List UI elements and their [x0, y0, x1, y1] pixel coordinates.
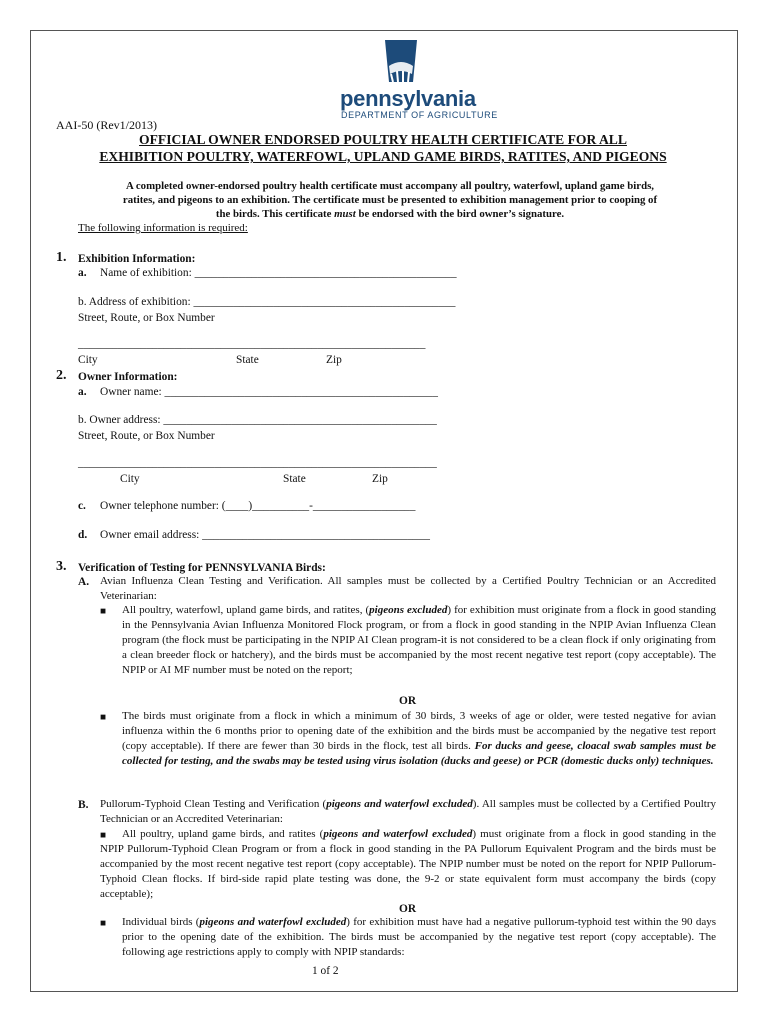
owner-name-field[interactable]: Owner name: ________________________________________________ [100, 386, 438, 398]
exhibition-address-field[interactable]: b. Address of exhibition: ______________________________________________ [78, 296, 456, 308]
section-1-number: 1. [56, 250, 67, 265]
section-3-heading: Verification of Testing for PENNSYLVANIA Birds: [78, 562, 326, 574]
keystone-logo-icon [383, 38, 419, 84]
exhibition-name-field[interactable]: Name of exhibition: ______________________________________________ [100, 267, 457, 279]
s2-city-line[interactable]: _______________________________________________________________ [78, 457, 437, 469]
s3-A-bullet-1: All poultry, waterfowl, upland game birds, and ratites, (pigeons excluded) for exhibition must originate from a flock in good standing in the Pennsylvania Avian Influenza Monitored Flock program, or from a flock in good standing in the NPIP Avian Influenza Clean program (the flock must be participating in the NPIP AI Clean program-it is not considered to be a clean flock if only originating from a clean breeder flock or hatchery), and the birds must be accompanied by the most recent negative test report (copy acceptable). The NPIP or AI MF number must be noted on the report; [122, 604, 716, 676]
s3-A-label: A. [78, 576, 90, 588]
bullet-icon: ■ [100, 830, 107, 841]
s1-state-label: State [236, 354, 259, 366]
section-2-heading: Owner Information: [78, 371, 178, 383]
s3-B-intro: Pullorum-Typhoid Clean Testing and Verification (pigeons and waterfowl excluded). All samples must be collected by a Certified Poultry Technician or an Accredited Veterinarian: [100, 798, 716, 825]
s1-street-label: Street, Route, or Box Number [78, 312, 215, 324]
bullet-icon: ■ [100, 712, 107, 723]
s1-a-label: a. [78, 267, 87, 279]
s1-city-line[interactable]: _____________________________________________________________ [78, 338, 426, 350]
section-1-heading: Exhibition Information: [78, 253, 196, 265]
s2-city-label: City [120, 473, 140, 485]
section-2-number: 2. [56, 368, 67, 383]
s3-B-bullet-1: All poultry, upland game birds, and ratites (pigeons and waterfowl excluded) must originate from a flock in good standing in the NPIP Pullorum-Typhoid Clean Program or from a flock in good standing in the PA Pullorum Equivalent Program and the birds must be accompanied by the most recent negative test report (copy acceptable). The NPIP number must be noted on the report for NPIP Pullorum-Typhoid Clean flocks. If bird-side rapid plate testing was done, the 9-2 or state equivalent form must accompany the birds (copy acceptable); [100, 828, 716, 900]
s2-zip-label: Zip [372, 473, 388, 485]
intro-line-3: the birds. This certificate must be endorsed with the bird owner’s signature. [215, 208, 565, 220]
s2-a-label: a. [78, 386, 87, 398]
logo-department: DEPARTMENT OF AGRICULTURE [341, 110, 498, 120]
s3-B-or: OR [399, 903, 417, 915]
s2-state-label: State [283, 473, 306, 485]
intro-line-1: A completed owner-endorsed poultry health certificate must accompany all poultry, waterfowl, upland game birds, [125, 180, 654, 192]
required-note: The following information is required: [78, 222, 248, 234]
section-3-number: 3. [56, 559, 67, 574]
s3-A-intro: Avian Influenza Clean Testing and Verification. All samples must be collected by a Certified Poultry Technician or an Accredited Veterinarian: [100, 575, 716, 602]
title-line-2: EXHIBITION POULTRY, WATERFOWL, UPLAND GAME BIRDS, RATITES, AND PIGEONS [99, 149, 667, 164]
s3-B-bullet-2: Individual birds (pigeons and waterfowl excluded) for exhibition must have had a negative pullorum-typhoid test within the 90 days prior to the opening date of the exhibition. The birds must be accompanied by the negative test report (copy acceptable). The following age restrictions apply to comply with NPIP standards: [122, 916, 716, 958]
owner-email-field[interactable]: Owner email address: ________________________________________ [100, 529, 430, 541]
bullet-icon: ■ [100, 606, 107, 617]
form-id: AAI-50 (Rev1/2013) [56, 118, 157, 132]
s2-c-label: c. [78, 500, 86, 512]
owner-address-field[interactable]: b. Owner address: ________________________________________________ [78, 414, 437, 426]
s2-street-label: Street, Route, or Box Number [78, 430, 215, 442]
s1-city-label: City [78, 354, 98, 366]
logo-wordmark: pennsylvania [340, 86, 476, 111]
s2-d-label: d. [78, 529, 88, 541]
page-number: 1 of 2 [312, 965, 339, 977]
s1-zip-label: Zip [326, 354, 342, 366]
bullet-icon: ■ [100, 918, 107, 929]
s3-B-label: B. [78, 799, 89, 811]
owner-phone-field[interactable]: Owner telephone number: (____)__________-__________________ [100, 500, 416, 512]
s3-A-or: OR [399, 695, 417, 707]
s3-A-bullet-2: The birds must originate from a flock in which a minimum of 30 birds, 3 weeks of age or older, were tested negative for avian influenza within the 6 months prior to opening date of the exhibition and the birds must be accompanied by the negative test report (copy acceptable). If there are fewer than 30 birds in the flock, test all birds. For ducks and geese, cloacal swab samples must be collected for testing, and the swabs may be tested using virus isolation (ducks and geese) or PCR (domestic ducks only) techniques. [122, 710, 716, 767]
title-line-1: OFFICIAL OWNER ENDORSED POULTRY HEALTH CERTIFICATE FOR ALL [139, 132, 627, 147]
intro-line-2: ratites, and pigeons to an exhibition. The certificate must be presented to exhibition management prior to cooping of [122, 194, 658, 206]
